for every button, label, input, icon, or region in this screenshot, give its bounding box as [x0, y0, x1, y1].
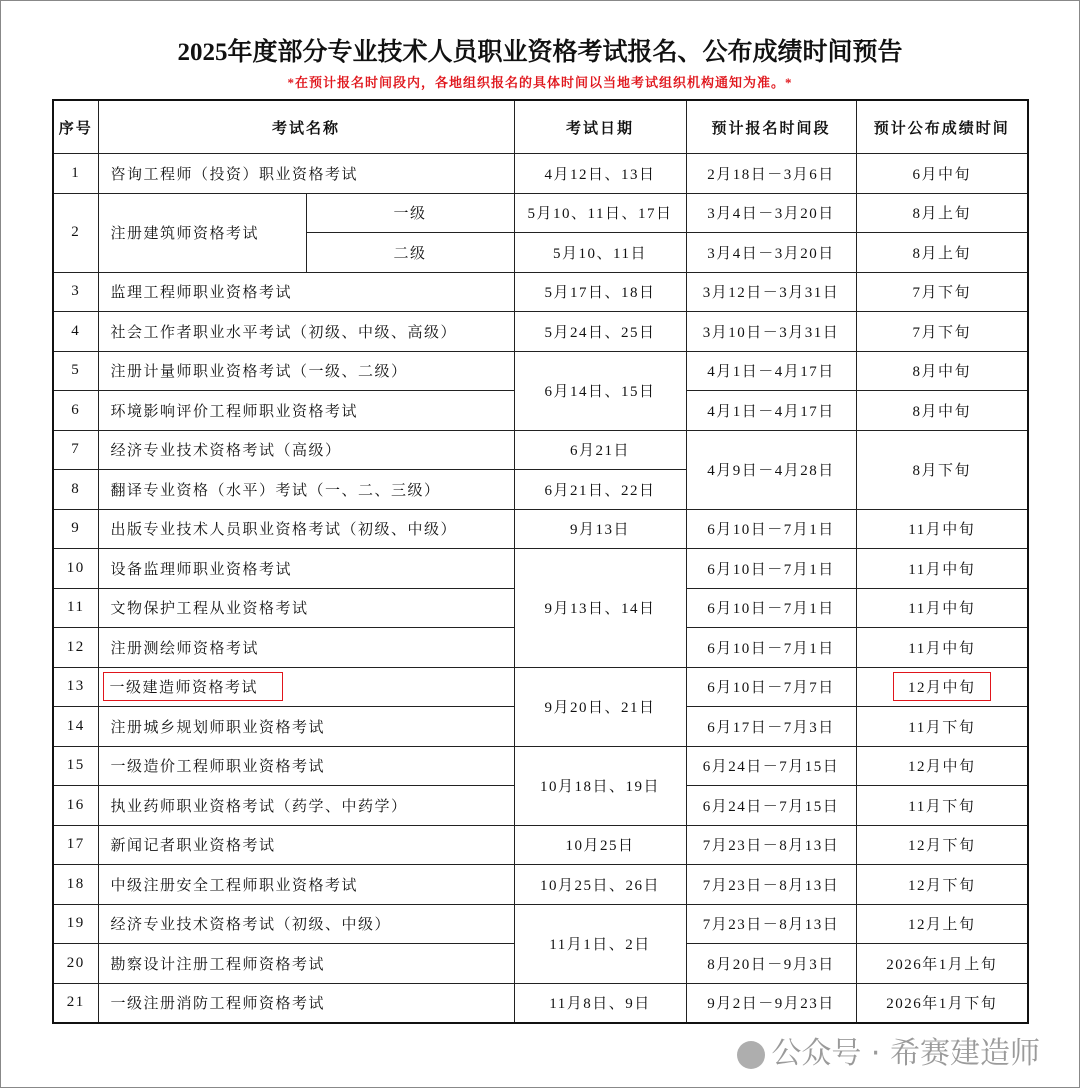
table-header-row: [53, 100, 1028, 154]
table-row: [53, 904, 1028, 944]
registration-period: 6月24日－7月15日: [686, 786, 856, 826]
exam-date: 9月13日: [514, 509, 686, 549]
exam-date: 11月8日、9日: [514, 983, 686, 1023]
row-number: 9: [53, 509, 98, 549]
table-row: [53, 351, 1028, 391]
table-row: [53, 746, 1028, 786]
table-row: [53, 193, 1028, 233]
registration-period: 3月4日－3月20日: [686, 193, 856, 233]
exam-date: 10月18日、19日: [514, 746, 686, 825]
row-number: 7: [53, 430, 98, 470]
exam-name: 一级注册消防工程师资格考试: [98, 983, 514, 1023]
exam-date: 6月21日、22日: [514, 470, 686, 510]
result-time: 7月下旬: [856, 312, 1028, 352]
exam-name: 经济专业技术资格考试（高级）: [98, 430, 514, 470]
result-time: 8月中旬: [856, 351, 1028, 391]
exam-date: 4月12日、13日: [514, 154, 686, 194]
result-time: [856, 667, 1028, 707]
exam-name: 注册城乡规划师职业资格考试: [98, 707, 514, 747]
exam-date: 6月21日: [514, 430, 686, 470]
registration-period: 3月4日－3月20日: [686, 233, 856, 273]
result-time: 8月上旬: [856, 233, 1028, 273]
header-registration-period: 预计报名时间段: [686, 100, 856, 154]
exam-date: 10月25日、26日: [514, 865, 686, 905]
registration-period: 4月1日－4月17日: [686, 391, 856, 431]
row-number: 6: [53, 391, 98, 431]
highlight-box: 12月中旬: [893, 672, 991, 701]
row-number: 2: [53, 193, 98, 272]
registration-period: 3月10日－3月31日: [686, 312, 856, 352]
registration-period: 6月10日－7月1日: [686, 588, 856, 628]
registration-period: 4月1日－4月17日: [686, 351, 856, 391]
exam-name: 新闻记者职业资格考试: [98, 825, 514, 865]
result-time: 11月中旬: [856, 628, 1028, 668]
exam-name: 社会工作者职业水平考试（初级、中级、高级）: [98, 312, 514, 352]
exam-date: 11月1日、2日: [514, 904, 686, 983]
registration-period: 6月17日－7月3日: [686, 707, 856, 747]
registration-period: 7月23日－8月13日: [686, 904, 856, 944]
exam-level: 二级: [306, 233, 514, 273]
exam-name: 环境影响评价工程师职业资格考试: [98, 391, 514, 431]
exam-date: 6月14日、15日: [514, 351, 686, 430]
exam-name: 注册建筑师资格考试: [98, 193, 306, 272]
registration-period: 6月10日－7月1日: [686, 549, 856, 589]
exam-name: 设备监理师职业资格考试: [98, 549, 514, 589]
registration-period: 6月24日－7月15日: [686, 746, 856, 786]
result-time: 11月中旬: [856, 588, 1028, 628]
exam-name: 执业药师职业资格考试（药学、中药学）: [98, 786, 514, 826]
table-row: [53, 667, 1028, 707]
row-number: 3: [53, 272, 98, 312]
result-time: 8月中旬: [856, 391, 1028, 431]
result-time: 7月下旬: [856, 272, 1028, 312]
exam-date: 5月24日、25日: [514, 312, 686, 352]
row-number: 19: [53, 904, 98, 944]
row-number: 1: [53, 154, 98, 194]
result-time: 12月下旬: [856, 825, 1028, 865]
row-number: 13: [53, 667, 98, 707]
result-time: 11月中旬: [856, 549, 1028, 589]
row-number: 17: [53, 825, 98, 865]
table-row: [53, 825, 1028, 865]
row-number: 8: [53, 470, 98, 510]
registration-period: 6月10日－7月1日: [686, 628, 856, 668]
exam-date: 10月25日: [514, 825, 686, 865]
result-time: 2026年1月上旬: [856, 944, 1028, 984]
result-time: 8月下旬: [856, 430, 1028, 509]
table-row: [53, 272, 1028, 312]
row-number: 14: [53, 707, 98, 747]
header-no: 序号: [53, 100, 98, 154]
registration-period: 3月12日－3月31日: [686, 272, 856, 312]
exam-name: 翻译专业资格（水平）考试（一、二、三级）: [98, 470, 514, 510]
result-time: 12月上旬: [856, 904, 1028, 944]
document-title: 2025年度部分专业技术人员职业资格考试报名、公布成绩时间预告: [177, 39, 903, 66]
exam-name: 一级造价工程师职业资格考试: [98, 746, 514, 786]
row-number: 12: [53, 628, 98, 668]
row-number: 21: [53, 983, 98, 1023]
header-exam-date: 考试日期: [514, 100, 686, 154]
table-row: [53, 549, 1028, 589]
exam-date: 9月20日、21日: [514, 667, 686, 746]
exam-name: 中级注册安全工程师职业资格考试: [98, 865, 514, 905]
exam-name: [98, 667, 514, 707]
table-row: [53, 430, 1028, 470]
exam-date: 5月17日、18日: [514, 272, 686, 312]
result-time: 11月中旬: [856, 509, 1028, 549]
exam-date: 5月10、11日: [514, 233, 686, 273]
result-time: 6月中旬: [856, 154, 1028, 194]
result-time: 8月上旬: [856, 193, 1028, 233]
exam-name: 出版专业技术人员职业资格考试（初级、中级）: [98, 509, 514, 549]
registration-period: 4月9日－4月28日: [686, 430, 856, 509]
registration-period: 7月23日－8月13日: [686, 825, 856, 865]
table-row: [53, 312, 1028, 352]
row-number: 15: [53, 746, 98, 786]
exam-date: 5月10、11日、17日: [514, 193, 686, 233]
exam-name: 注册计量师职业资格考试（一级、二级）: [98, 351, 514, 391]
header-result-time: 预计公布成绩时间: [856, 100, 1028, 154]
registration-period: 2月18日－3月6日: [686, 154, 856, 194]
result-time: 2026年1月下旬: [856, 983, 1028, 1023]
registration-period: 6月10日－7月7日: [686, 667, 856, 707]
row-number: 16: [53, 786, 98, 826]
row-number: 5: [53, 351, 98, 391]
table-row: [53, 509, 1028, 549]
registration-period: 8月20日－9月3日: [686, 944, 856, 984]
registration-period: 6月10日－7月1日: [686, 509, 856, 549]
result-time: 11月下旬: [856, 707, 1028, 747]
table-row: [53, 983, 1028, 1023]
exam-name: 监理工程师职业资格考试: [98, 272, 514, 312]
exam-schedule-table: [52, 99, 1029, 1024]
watermark-text: 公众号 · 希赛建造师: [771, 1036, 1040, 1071]
watermark: [737, 1036, 1040, 1072]
header-exam-name: 考试名称: [98, 100, 514, 154]
exam-name: 咨询工程师（投资）职业资格考试: [98, 154, 514, 194]
row-number: 10: [53, 549, 98, 589]
exam-name: 注册测绘师资格考试: [98, 628, 514, 668]
row-number: 20: [53, 944, 98, 984]
result-time: 12月下旬: [856, 865, 1028, 905]
highlight-box: 一级建造师资格考试: [103, 672, 284, 701]
registration-period: 7月23日－8月13日: [686, 865, 856, 905]
row-number: 11: [53, 588, 98, 628]
table-row: [53, 865, 1028, 905]
exam-date: 9月13日、14日: [514, 549, 686, 668]
exam-name: 经济专业技术资格考试（初级、中级）: [98, 904, 514, 944]
table-row: [53, 154, 1028, 194]
row-number: 18: [53, 865, 98, 905]
exam-name: 文物保护工程从业资格考试: [98, 588, 514, 628]
registration-period: 9月2日－9月23日: [686, 983, 856, 1023]
row-number: 4: [53, 312, 98, 352]
result-time: 12月中旬: [856, 746, 1028, 786]
result-time: 11月下旬: [856, 786, 1028, 826]
exam-name: 勘察设计注册工程师资格考试: [98, 944, 514, 984]
exam-level: 一级: [306, 193, 514, 233]
wechat-icon: [737, 1041, 765, 1069]
registration-note: *在预计报名时间段内，各地组织报名的具体时间以当地考试组织机构通知为准。*: [287, 75, 793, 90]
